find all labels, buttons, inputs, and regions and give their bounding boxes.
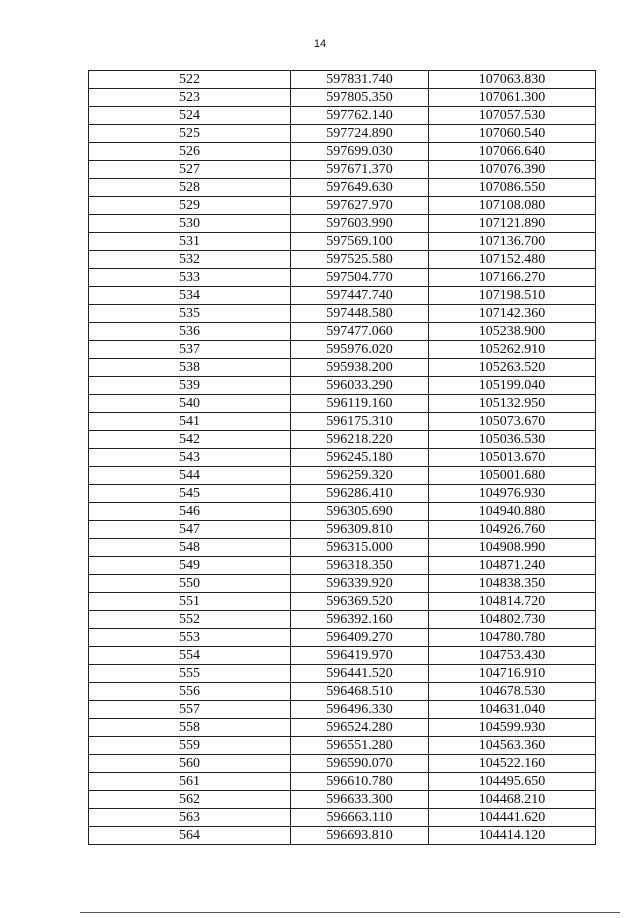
x-coordinate-cell: 596441.520: [291, 665, 429, 683]
point-number-cell: 554: [89, 647, 291, 665]
table-row: [89, 485, 596, 503]
y-coordinate-cell: 105132.950: [429, 395, 596, 413]
point-number-cell: 563: [89, 809, 291, 827]
y-coordinate-cell: 107061.300: [429, 89, 596, 107]
y-coordinate-cell: 104976.930: [429, 485, 596, 503]
y-coordinate-cell: 104441.620: [429, 809, 596, 827]
table-row: [89, 773, 596, 791]
table-row: [89, 521, 596, 539]
x-coordinate-cell: 596339.920: [291, 575, 429, 593]
point-number-cell: 533: [89, 269, 291, 287]
x-coordinate-cell: 597525.580: [291, 251, 429, 269]
y-coordinate-cell: 105263.520: [429, 359, 596, 377]
point-number-cell: 562: [89, 791, 291, 809]
x-coordinate-cell: 596033.290: [291, 377, 429, 395]
point-number-cell: 553: [89, 629, 291, 647]
y-coordinate-cell: 104678.530: [429, 683, 596, 701]
table-row: [89, 449, 596, 467]
page-bottom-rule: [80, 912, 620, 913]
y-coordinate-cell: 105001.680: [429, 467, 596, 485]
x-coordinate-cell: 597649.630: [291, 179, 429, 197]
table-row: [89, 809, 596, 827]
point-number-cell: 543: [89, 449, 291, 467]
table-row: [89, 737, 596, 755]
table-row: [89, 233, 596, 251]
x-coordinate-cell: 597447.740: [291, 287, 429, 305]
point-number-cell: 540: [89, 395, 291, 413]
x-coordinate-cell: 596318.350: [291, 557, 429, 575]
x-coordinate-cell: 596633.300: [291, 791, 429, 809]
coordinates-table: [88, 70, 596, 845]
y-coordinate-cell: 107063.830: [429, 71, 596, 89]
point-number-cell: 536: [89, 323, 291, 341]
y-coordinate-cell: 104414.120: [429, 827, 596, 845]
point-number-cell: 538: [89, 359, 291, 377]
table-row: [89, 179, 596, 197]
y-coordinate-cell: 104871.240: [429, 557, 596, 575]
x-coordinate-cell: 596590.070: [291, 755, 429, 773]
y-coordinate-cell: 107108.080: [429, 197, 596, 215]
y-coordinate-cell: 107136.700: [429, 233, 596, 251]
point-number-cell: 564: [89, 827, 291, 845]
table-row: [89, 89, 596, 107]
table-row: [89, 377, 596, 395]
y-coordinate-cell: 104599.930: [429, 719, 596, 737]
y-coordinate-cell: 104814.720: [429, 593, 596, 611]
x-coordinate-cell: 596305.690: [291, 503, 429, 521]
coordinates-table-body: [89, 71, 596, 845]
table-row: [89, 323, 596, 341]
x-coordinate-cell: 596610.780: [291, 773, 429, 791]
table-row: [89, 719, 596, 737]
y-coordinate-cell: 104563.360: [429, 737, 596, 755]
y-coordinate-cell: 105199.040: [429, 377, 596, 395]
y-coordinate-cell: 104802.730: [429, 611, 596, 629]
x-coordinate-cell: 595938.200: [291, 359, 429, 377]
x-coordinate-cell: 597671.370: [291, 161, 429, 179]
y-coordinate-cell: 104838.350: [429, 575, 596, 593]
y-coordinate-cell: 104908.990: [429, 539, 596, 557]
point-number-cell: 557: [89, 701, 291, 719]
y-coordinate-cell: 105036.530: [429, 431, 596, 449]
x-coordinate-cell: 596119.160: [291, 395, 429, 413]
table-row: [89, 269, 596, 287]
point-number-cell: 559: [89, 737, 291, 755]
y-coordinate-cell: 107060.540: [429, 125, 596, 143]
x-coordinate-cell: 596551.280: [291, 737, 429, 755]
table-row: [89, 215, 596, 233]
table-row: [89, 791, 596, 809]
y-coordinate-cell: 107142.360: [429, 305, 596, 323]
table-row: [89, 251, 596, 269]
point-number-cell: 532: [89, 251, 291, 269]
point-number-cell: 555: [89, 665, 291, 683]
x-coordinate-cell: 596369.520: [291, 593, 429, 611]
y-coordinate-cell: 107086.550: [429, 179, 596, 197]
x-coordinate-cell: 596245.180: [291, 449, 429, 467]
point-number-cell: 537: [89, 341, 291, 359]
point-number-cell: 546: [89, 503, 291, 521]
y-coordinate-cell: 107066.640: [429, 143, 596, 161]
x-coordinate-cell: 597627.970: [291, 197, 429, 215]
y-coordinate-cell: 107152.480: [429, 251, 596, 269]
point-number-cell: 550: [89, 575, 291, 593]
table-row: [89, 701, 596, 719]
x-coordinate-cell: 597699.030: [291, 143, 429, 161]
point-number-cell: 549: [89, 557, 291, 575]
point-number-cell: 556: [89, 683, 291, 701]
x-coordinate-cell: 596286.410: [291, 485, 429, 503]
x-coordinate-cell: 596218.220: [291, 431, 429, 449]
table-row: [89, 683, 596, 701]
y-coordinate-cell: 104631.040: [429, 701, 596, 719]
table-row: [89, 107, 596, 125]
table-row: [89, 593, 596, 611]
y-coordinate-cell: 107076.390: [429, 161, 596, 179]
point-number-cell: 545: [89, 485, 291, 503]
point-number-cell: 534: [89, 287, 291, 305]
x-coordinate-cell: 597762.140: [291, 107, 429, 125]
x-coordinate-cell: 596309.810: [291, 521, 429, 539]
point-number-cell: 523: [89, 89, 291, 107]
page-number: 14: [313, 38, 327, 50]
table-row: [89, 665, 596, 683]
point-number-cell: 535: [89, 305, 291, 323]
point-number-cell: 524: [89, 107, 291, 125]
x-coordinate-cell: 596496.330: [291, 701, 429, 719]
y-coordinate-cell: 105013.670: [429, 449, 596, 467]
point-number-cell: 528: [89, 179, 291, 197]
y-coordinate-cell: 104753.430: [429, 647, 596, 665]
y-coordinate-cell: 105238.900: [429, 323, 596, 341]
x-coordinate-cell: 597569.100: [291, 233, 429, 251]
y-coordinate-cell: 104926.760: [429, 521, 596, 539]
table-row: [89, 431, 596, 449]
point-number-cell: 544: [89, 467, 291, 485]
y-coordinate-cell: 105262.910: [429, 341, 596, 359]
x-coordinate-cell: 597724.890: [291, 125, 429, 143]
x-coordinate-cell: 597448.580: [291, 305, 429, 323]
point-number-cell: 551: [89, 593, 291, 611]
y-coordinate-cell: 104716.910: [429, 665, 596, 683]
x-coordinate-cell: 596524.280: [291, 719, 429, 737]
point-number-cell: 530: [89, 215, 291, 233]
point-number-cell: 561: [89, 773, 291, 791]
point-number-cell: 542: [89, 431, 291, 449]
x-coordinate-cell: 596315.000: [291, 539, 429, 557]
x-coordinate-cell: 596392.160: [291, 611, 429, 629]
point-number-cell: 527: [89, 161, 291, 179]
table-row: [89, 143, 596, 161]
point-number-cell: 526: [89, 143, 291, 161]
point-number-cell: 529: [89, 197, 291, 215]
x-coordinate-cell: 595976.020: [291, 341, 429, 359]
table-row: [89, 305, 596, 323]
y-coordinate-cell: 107198.510: [429, 287, 596, 305]
y-coordinate-cell: 107057.530: [429, 107, 596, 125]
table-row: [89, 647, 596, 665]
table-row: [89, 71, 596, 89]
table-row: [89, 755, 596, 773]
y-coordinate-cell: 104522.160: [429, 755, 596, 773]
x-coordinate-cell: 596693.810: [291, 827, 429, 845]
point-number-cell: 547: [89, 521, 291, 539]
x-coordinate-cell: 597477.060: [291, 323, 429, 341]
table-row: [89, 539, 596, 557]
x-coordinate-cell: 597805.350: [291, 89, 429, 107]
point-number-cell: 560: [89, 755, 291, 773]
table-row: [89, 557, 596, 575]
x-coordinate-cell: 597603.990: [291, 215, 429, 233]
x-coordinate-cell: 596663.110: [291, 809, 429, 827]
point-number-cell: 531: [89, 233, 291, 251]
point-number-cell: 541: [89, 413, 291, 431]
table-row: [89, 341, 596, 359]
table-row: [89, 827, 596, 845]
point-number-cell: 525: [89, 125, 291, 143]
x-coordinate-cell: 596468.510: [291, 683, 429, 701]
point-number-cell: 548: [89, 539, 291, 557]
x-coordinate-cell: 597831.740: [291, 71, 429, 89]
x-coordinate-cell: 597504.770: [291, 269, 429, 287]
x-coordinate-cell: 596419.970: [291, 647, 429, 665]
y-coordinate-cell: 104780.780: [429, 629, 596, 647]
table-row: [89, 161, 596, 179]
table-row: [89, 575, 596, 593]
table-row: [89, 611, 596, 629]
table-row: [89, 413, 596, 431]
point-number-cell: 558: [89, 719, 291, 737]
x-coordinate-cell: 596259.320: [291, 467, 429, 485]
table-row: [89, 359, 596, 377]
point-number-cell: 552: [89, 611, 291, 629]
y-coordinate-cell: 104468.210: [429, 791, 596, 809]
table-row: [89, 395, 596, 413]
x-coordinate-cell: 596409.270: [291, 629, 429, 647]
table-row: [89, 467, 596, 485]
table-row: [89, 629, 596, 647]
y-coordinate-cell: 107121.890: [429, 215, 596, 233]
point-number-cell: 522: [89, 71, 291, 89]
x-coordinate-cell: 596175.310: [291, 413, 429, 431]
table-row: [89, 287, 596, 305]
y-coordinate-cell: 104495.650: [429, 773, 596, 791]
y-coordinate-cell: 105073.670: [429, 413, 596, 431]
table-row: [89, 197, 596, 215]
y-coordinate-cell: 104940.880: [429, 503, 596, 521]
table-row: [89, 125, 596, 143]
table-row: [89, 503, 596, 521]
point-number-cell: 539: [89, 377, 291, 395]
y-coordinate-cell: 107166.270: [429, 269, 596, 287]
